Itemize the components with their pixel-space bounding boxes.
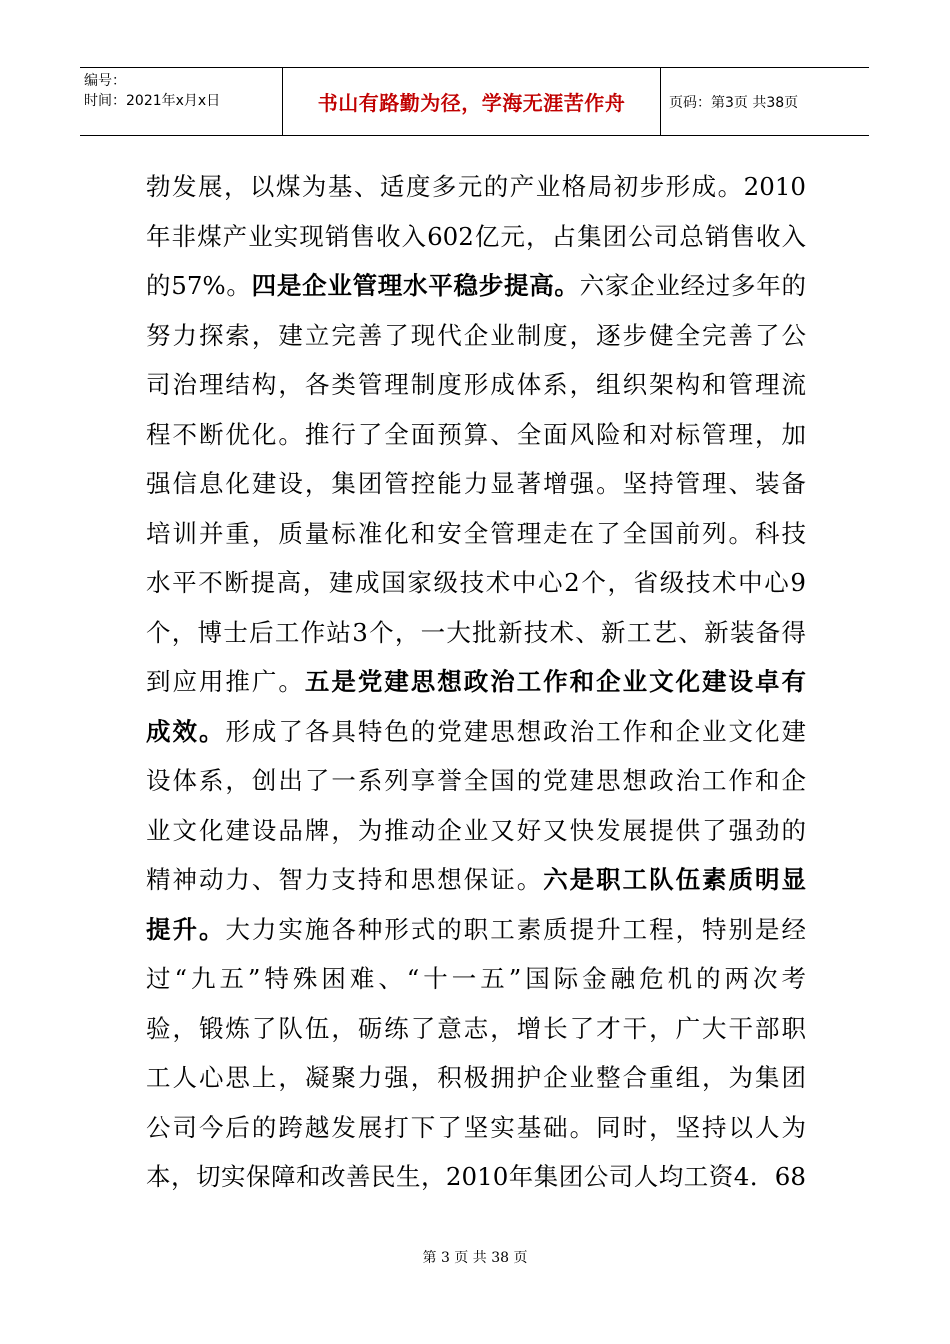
footer-page-number: 第 3 页 共 38 页: [422, 1250, 528, 1266]
text-segment: 水平不断提高，建成国家级技术中心2个，省级技术中心9: [146, 568, 806, 597]
text-segment: 精神动力、智力支持和思想保证。: [146, 865, 544, 894]
text-line: [146, 707, 806, 757]
text-segment: 努力探索，建立完善了现代企业制度，逐步健全完善了公: [146, 320, 806, 350]
page-footer: [0, 1247, 950, 1267]
text-line: [146, 360, 806, 410]
header-motto: 书山有路勤为径，学海无涯苦作舟: [317, 91, 626, 115]
text-segment: 大力实施各种形式的职工素质提升工程，特别是经: [225, 914, 806, 944]
text-line: [146, 509, 806, 559]
text-line: [146, 459, 806, 509]
text-segment: 过“九五”特殊困难、“十一五”国际金融危机的两次考: [146, 964, 806, 993]
bold-text-segment: 提升。: [146, 914, 226, 944]
text-segment: 到应用推广。: [146, 667, 305, 696]
text-line: [146, 855, 806, 905]
header-page-label: 页码：第3页 共38页: [669, 94, 799, 111]
text-segment: 本，切实保障和改善民生，2010年集团公司人均工资4．68: [146, 1162, 806, 1191]
text-segment: 工人心思上，凝聚力强，积极拥护企业整合重组，为集团: [146, 1063, 806, 1092]
text-line: [146, 558, 806, 608]
text-line: [146, 806, 806, 856]
document-time-label: 时间：2021年x月x日: [84, 93, 221, 109]
text-line: [146, 410, 806, 460]
text-segment: 年非煤产业实现销售收入602亿元，占集团公司总销售收入: [146, 221, 806, 251]
bold-text-segment: 五是党建思想政治工作和企业文化建设卓有: [304, 667, 806, 696]
text-segment: 设体系，创出了一系列享誉全国的党建思想政治工作和企: [146, 766, 806, 795]
text-segment: 司治理结构，各类管理制度形成体系，组织架构和管理流: [146, 370, 806, 399]
text-line: [146, 1152, 806, 1202]
text-line: [146, 212, 806, 262]
text-line: [146, 608, 806, 658]
text-segment: 勃发展，以煤为基、适度多元的产业格局初步形成。2010: [146, 172, 806, 201]
bold-text-segment: 四是企业管理水平稳步提高。: [251, 271, 580, 300]
text-segment: 程不断优化。推行了全面预算、全面风险和对标管理，加: [146, 419, 806, 449]
bold-text-segment: 成效。: [146, 716, 226, 746]
text-segment: 形成了各具特色的党建思想政治工作和企业文化建: [225, 716, 806, 746]
text-segment: 业文化建设品牌，为推动企业又好又快发展提供了强劲的: [146, 815, 806, 845]
text-line: [146, 756, 806, 806]
header-meta-cell: [80, 68, 283, 135]
header-motto-cell: [283, 68, 661, 135]
body-text: [146, 162, 806, 1202]
text-segment: 培训并重，质量标准化和安全管理走在了全国前列。科技: [146, 518, 806, 548]
text-line: [146, 905, 806, 955]
text-segment: 强信息化建设，集团管控能力显著增强。坚持管理、装备: [146, 469, 806, 498]
text-segment: 的57%。: [146, 271, 252, 300]
text-line: [146, 954, 806, 1004]
text-line: [146, 657, 806, 707]
text-line: [146, 311, 806, 361]
text-line: [146, 1053, 806, 1103]
text-line: [146, 1004, 806, 1054]
text-segment: 六家企业经过多年的: [579, 271, 806, 300]
text-line: [146, 261, 806, 311]
text-line: [146, 162, 806, 212]
text-segment: 验，锻炼了队伍，砺练了意志，增长了才干，广大干部职: [146, 1013, 806, 1043]
document-number-label: 编号：: [84, 73, 126, 89]
header-page-cell: [661, 68, 869, 135]
bold-text-segment: 六是职工队伍素质明显: [543, 865, 806, 894]
text-segment: 个，博士后工作站3个，一大批新技术、新工艺、新装备得: [146, 617, 806, 647]
text-line: [146, 1103, 806, 1153]
document-header: [80, 67, 869, 136]
text-segment: 公司今后的跨越发展打下了坚实基础。同时，坚持以人为: [146, 1112, 806, 1142]
